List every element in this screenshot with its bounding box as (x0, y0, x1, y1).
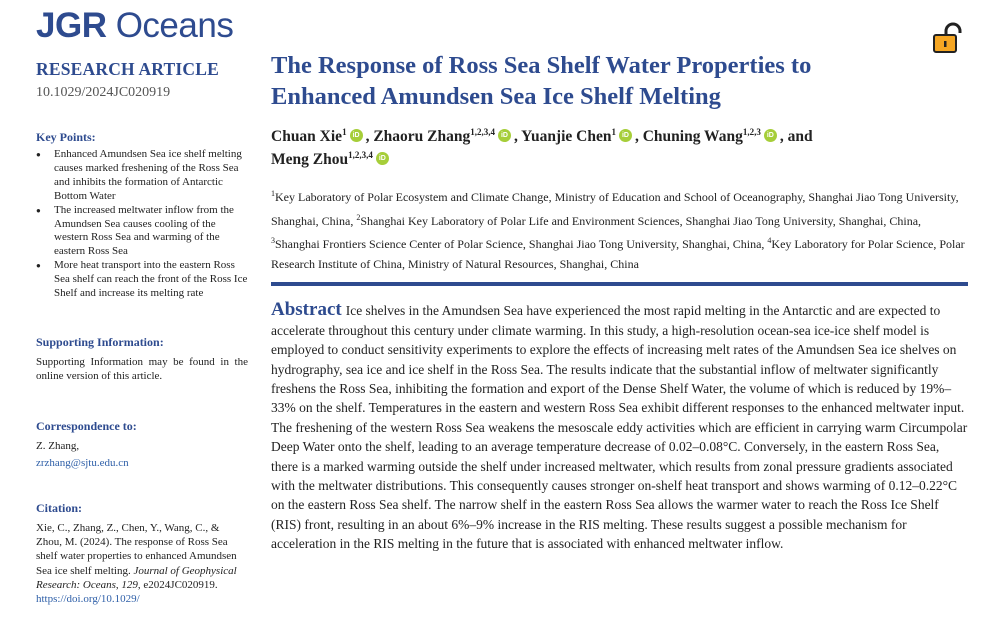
key-point: ● Enhanced Amundsen Sea ice shelf melting causes marked freshening of the Ross Sea and inhibits the formation of Antarctic Bottom Water (36, 148, 248, 204)
citation-main: Xie, C., Zhang, Z., Chen, Y., Wang, C., & Zhou, M. (2024). The response of Ross Sea shelf water properties to enhanced Amundsen Sea ice shelf melting. (36, 521, 237, 577)
author-affiliation-sup: 1,2,3 (742, 127, 761, 137)
journal-logo (36, 2, 233, 50)
abstract-text: Ice shelves in the Amundsen Sea have experienced the most rapid melting in the Antarctic and are expected to accelerate throughout this century under climate warming. In this study, a high-resolution ocean-sea ice-ice shelf model is employed to conduct sensitivity experiments to explore the effects of increasing melt rates of the Amundsen Sea ice shelves on hydrography, sea ice and ice shelf in the Ross Sea. The results indicate that the substantial inflow of meltwater significantly freshens the Ross Sea, inhibiting the formation and export of the Dense Shelf Water, the volume of which is reduced by 19%–33% on the shelf. Temperatures in the eastern and western Ross Sea exhibit different responses to the enhanced meltwater input. The freshening of the western Ross Sea weakens the mesoscale eddy activities which are efficient in carrying warm Circumpolar Deep Water onto the shelf, leading to an average temperature decrease of 0.02–0.08°C. Conversely, in the eastern Ross Sea, there is a marked warming outside the shelf under increased meltwater, which results from zonal pressure gradients associated with the meltwater distributions. This consequently causes stronger on-shelf heat transport and shows warming of 0.12–0.22°C on the eastern Ross Sea shelf. The narrow shelf in the eastern Ross Sea allows the warmer water to reach the Ross Ice Shelf (RIS) front, resulting in an about 6%–9% increase in the RIS melting. These results suggest a possible mechanism for acceleration in the RIS melting in the future that is associated with enhanced meltwater inflow. (271, 303, 968, 552)
article-type: RESEARCH ARTICLE (36, 59, 219, 79)
affiliation-text: Shanghai Key Laboratory of Polar Life and Environment Sciences, Shanghai Jiao Tong University, Shanghai, China, (360, 213, 922, 228)
key-points-heading: Key Points: (36, 130, 96, 144)
author-list (271, 123, 968, 169)
correspondence-heading: Correspondence to: (36, 418, 137, 433)
key-point: ● The increased meltwater inflow from the Amundsen Sea causes cooling of the western Ross Sea and warming of the eastern Ross Sea (36, 204, 248, 260)
author-name: Yuanjie Chen (521, 128, 612, 145)
abstract (271, 300, 968, 553)
orcid-icon[interactable] (764, 129, 777, 142)
author-name: Chuan Xie (271, 128, 343, 145)
author-affiliation-sup: 1,2,3,4 (470, 127, 495, 137)
author-name: Zhaoru Zhang (373, 128, 471, 145)
sidebar (36, 56, 248, 606)
supporting-heading: Supporting Information: (36, 334, 164, 349)
supporting-text: Supporting Information may be found in the online version of this article. (36, 355, 248, 382)
citation-sep: , e2024JC020919. (137, 578, 218, 591)
author-separator: , (513, 128, 522, 145)
affiliation-sup: 1 (271, 189, 275, 198)
doi: 10.1029/2024JC020919 (36, 85, 171, 100)
author-separator: , and (779, 128, 813, 145)
journal-logo-prefix: JGR (36, 6, 107, 45)
affiliation-text: Key Laboratory of Polar Ecosystem and Climate Change, Ministry of Education and School of Oceanography, Shanghai Jiao Tong University, Shanghai, China, (271, 190, 959, 228)
author-name: Meng Zhou (271, 151, 349, 168)
orcid-icon[interactable] (619, 129, 632, 142)
author-name: Chuning Wang (642, 128, 743, 145)
article-title (271, 50, 968, 112)
title-line: Enhanced Amundsen Sea Ice Shelf Melting (271, 83, 721, 110)
citation-volume: 129 (121, 578, 138, 591)
affiliations (271, 184, 968, 274)
affiliation-sup: 3 (271, 236, 275, 246)
correspondence-email-link[interactable]: zrzhang@sjtu.edu.cn (36, 456, 129, 469)
affiliation-sup: 4 (767, 236, 772, 246)
affiliation-text: Shanghai Frontiers Science Center of Polar Science, Shanghai Jiao Tong University, Shanghai, China, (275, 237, 768, 252)
section-divider (271, 282, 968, 286)
author-separator: , (634, 128, 643, 145)
orcid-icon[interactable] (376, 152, 389, 165)
citation-journal: Journal of Geophysical Research: Oceans (36, 564, 237, 591)
correspondence-name: Z. Zhang, (36, 439, 80, 452)
orcid-icon[interactable] (350, 129, 363, 142)
key-points-list (36, 148, 248, 301)
author-affiliation-sup: 1 (611, 127, 616, 137)
journal-logo-suffix: Oceans (106, 6, 234, 45)
affiliation-sup: 2 (356, 212, 361, 222)
citation-sep: , (115, 578, 122, 591)
key-point: ● More heat transport into the eastern Ross Sea shelf can reach the front of the Ross Ice Shelf and increase its melting rate (36, 259, 248, 301)
citation-doi-link[interactable]: https://doi.org/10.1029/ (36, 592, 140, 605)
affiliation-text: Key Laboratory for Polar Science, Polar Research Institute of China, Ministry of Natural Resources, Shanghai, China (271, 237, 965, 271)
citation-text (36, 521, 248, 606)
author-affiliation-sup: 1,2,3,4 (348, 150, 373, 160)
citation-heading: Citation: (36, 500, 82, 515)
article-main (271, 50, 968, 554)
abstract-label: Abstract (271, 299, 342, 321)
title-line: The Response of Ross Sea Shelf Water Properties to (271, 52, 812, 79)
author-separator: , (365, 128, 374, 145)
orcid-icon[interactable] (498, 129, 511, 142)
author-affiliation-sup: 1 (342, 127, 347, 137)
